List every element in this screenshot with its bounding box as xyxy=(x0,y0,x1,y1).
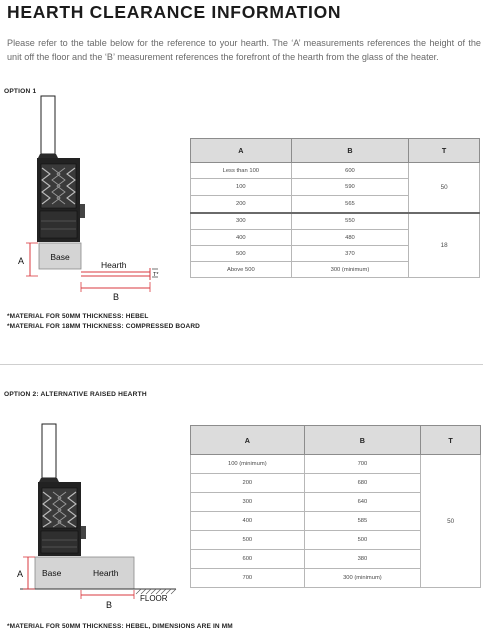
option-2-row-b: 380 xyxy=(304,550,421,569)
option-2-hearth-label: Hearth xyxy=(93,568,119,578)
option-2-row-b: 300 (minimum) xyxy=(304,569,421,588)
option-2-fireplace-illustration xyxy=(38,424,86,556)
option-1-table xyxy=(190,138,480,278)
option-2-row-b: 680 xyxy=(304,474,421,493)
option-1-row-a: 300 xyxy=(191,213,292,230)
option-2-header-b: B xyxy=(304,426,421,455)
option-1-b-label: B xyxy=(113,292,120,302)
option-1-row-a: 100 xyxy=(191,179,292,196)
table-row xyxy=(191,163,480,179)
option-2-row-a: 100 (minimum) xyxy=(191,455,305,474)
option-1-row-b: 565 xyxy=(291,196,409,213)
option-1-hearth-label: Hearth xyxy=(101,260,127,270)
option-2-row-a: 500 xyxy=(191,531,305,550)
option-2-b-label: B xyxy=(106,600,113,610)
section-divider xyxy=(0,364,483,365)
option-2-row-b: 700 xyxy=(304,455,421,474)
option-1-row-a: Above 500 xyxy=(191,262,292,278)
option-1-header-b: B xyxy=(291,139,409,163)
option-2-a-label: A xyxy=(17,569,24,579)
option-1-row-b: 370 xyxy=(291,246,409,262)
option-1-note-1: *MATERIAL FOR 50MM THICKNESS: HEBEL xyxy=(7,313,149,320)
option-1-row-b: 590 xyxy=(291,179,409,196)
table-row xyxy=(191,213,480,230)
option-1-t-group-2: 18 xyxy=(409,213,480,278)
option-2-table xyxy=(190,425,481,588)
option-1-t-group-1: 50 xyxy=(409,163,480,213)
option-1-row-b: 300 (minimum) xyxy=(291,262,409,278)
option-2-label: OPTION 2: ALTERNATIVE RAISED HEARTH xyxy=(4,391,147,398)
option-2-row-b: 585 xyxy=(304,512,421,531)
option-1-header-t: T xyxy=(409,139,480,163)
page-title: HEARTH CLEARANCE INFORMATION xyxy=(7,2,342,22)
option-2-header-a: A xyxy=(191,426,305,455)
option-1-t-label: T* xyxy=(153,272,159,278)
option-2-floor-label: FLOOR xyxy=(140,594,168,603)
option-1-header-a: A xyxy=(191,139,292,163)
option-2-row-a: 600 xyxy=(191,550,305,569)
option-2-note-1: *MATERIAL FOR 50MM THICKNESS: HEBEL, DIMENSIONS ARE IN MM xyxy=(7,623,233,630)
option-2-row-a: 700 xyxy=(191,569,305,588)
option-2-header-t: T xyxy=(421,426,481,455)
table-row xyxy=(191,455,481,474)
option-1-note-2: *MATERIAL FOR 18MM THICKNESS: COMPRESSED BOARD xyxy=(7,323,201,330)
option-1-diagram xyxy=(0,96,190,306)
option-1-row-a: 200 xyxy=(191,196,292,213)
option-2-row-a: 200 xyxy=(191,474,305,493)
intro-paragraph: Please refer to the table below for the reference to your hearth. The ‘A’ measurements references the height of the unit off the floor and the ‘B’ measurement references the forefront of the hearth from the glass of the heater. xyxy=(7,38,481,62)
option-1-label: OPTION 1 xyxy=(4,88,37,95)
option-2-base-label: Base xyxy=(42,568,62,578)
option-1-base-label: Base xyxy=(50,252,70,262)
option-1-fireplace-illustration xyxy=(37,96,85,242)
option-2-row-a: 300 xyxy=(191,493,305,512)
option-1-a-label: A xyxy=(18,256,25,266)
option-2-t-value: 50 xyxy=(421,455,481,588)
option-2-row-b: 500 xyxy=(304,531,421,550)
option-1-row-b: 600 xyxy=(291,163,409,179)
option-1-row-b: 480 xyxy=(291,230,409,246)
option-2-row-b: 640 xyxy=(304,493,421,512)
option-1-row-b: 550 xyxy=(291,213,409,230)
option-2-diagram xyxy=(0,424,200,614)
option-1-row-a: Less than 100 xyxy=(191,163,292,179)
option-1-row-a: 500 xyxy=(191,246,292,262)
option-2-row-a: 400 xyxy=(191,512,305,531)
option-1-row-a: 400 xyxy=(191,230,292,246)
option-2-table-header xyxy=(191,426,481,455)
option-1-table-header xyxy=(191,139,480,163)
